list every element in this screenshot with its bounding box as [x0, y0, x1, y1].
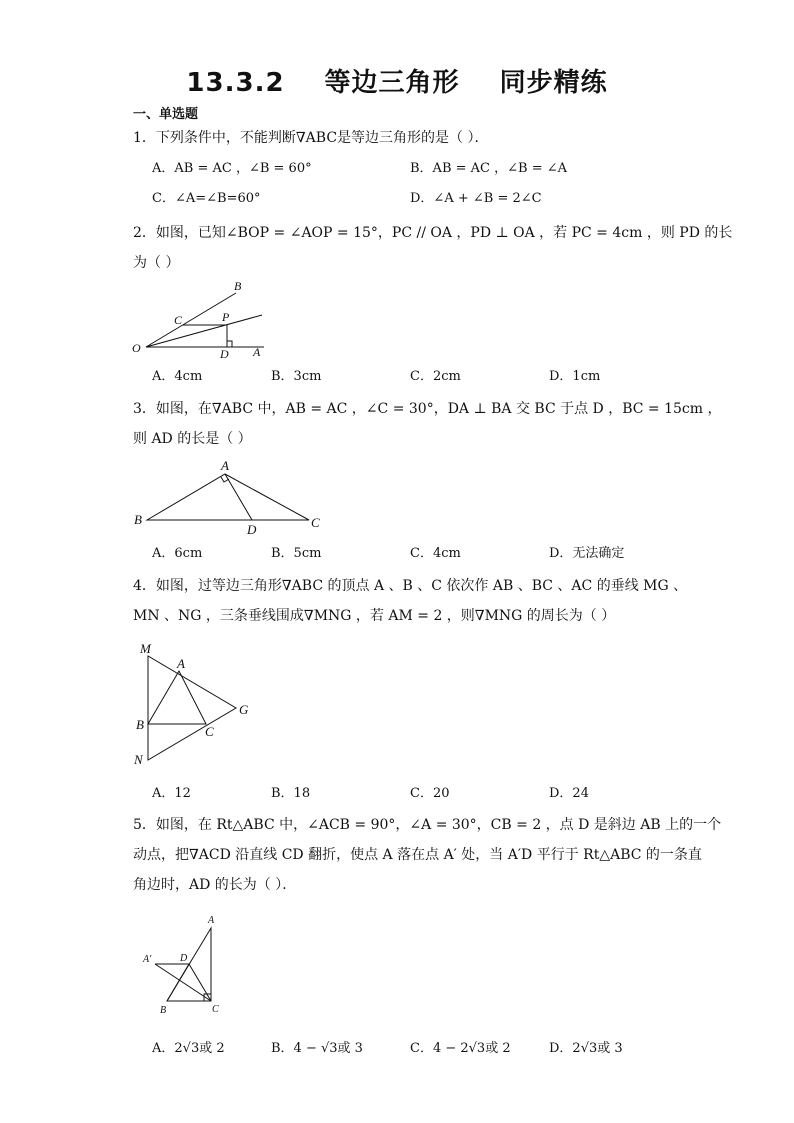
- q2-label-c: C: [174, 313, 183, 327]
- q5-option-a[interactable]: A．2√3或 2: [152, 1041, 225, 1056]
- q4-label-b: B: [136, 717, 144, 732]
- q3-label-b: B: [134, 512, 142, 527]
- q5-segment-a1c: [155, 964, 211, 1001]
- q2-label-o: O: [132, 341, 141, 355]
- q2-label-b: B: [234, 279, 242, 293]
- q2-option-c[interactable]: C．2cm: [410, 369, 461, 384]
- section-heading: 一、单选题: [133, 107, 199, 122]
- q5-stem-line2: 动点，把∇ACD 沿直线 CD 翻折，使点 A 落在点 A′ 处，当 A′D 平行于 Rt△ABC 的一条直: [133, 847, 702, 863]
- q5-triangle-abc: [167, 928, 211, 1001]
- q4-label-g: G: [239, 702, 249, 717]
- q2-ray-ob: [146, 293, 236, 347]
- q5-label-d: D: [180, 953, 188, 964]
- q4-option-c[interactable]: C．20: [410, 786, 450, 801]
- q4-triangle-abc: [148, 671, 206, 724]
- q2-ray-op: [146, 315, 262, 347]
- title-suffix: 同步精练: [499, 68, 608, 98]
- q4-label-a: A: [177, 656, 185, 671]
- q4-label-m: M: [140, 641, 151, 656]
- q2-label-d: D: [220, 347, 229, 361]
- q1-option-c[interactable]: C．∠A=∠B=60°: [152, 191, 261, 206]
- page-title: [0, 62, 794, 99]
- q5-segment-cd: [189, 964, 211, 1001]
- q2-stem-line1: 2．如图，已知∠BOP = ∠AOP = 15°，PC // OA ，PD ⊥ OA ，若 PC = 4cm ，则 PD 的长: [133, 225, 733, 241]
- q5-stem-line3: 角边时，AD 的长为（ ）．: [133, 877, 297, 893]
- q1-option-b[interactable]: B．AB = AC ，∠B = ∠A: [410, 161, 568, 176]
- q1-option-a[interactable]: A．AB = AC ，∠B = 60°: [152, 161, 312, 176]
- q3-option-c[interactable]: C．4cm: [410, 546, 461, 561]
- title-topic: 等边三角形: [324, 68, 460, 98]
- title-number: 13.3.2: [186, 68, 285, 98]
- q4-option-b[interactable]: B．18: [271, 786, 311, 801]
- q5-label-a: A: [208, 915, 215, 926]
- q3-label-d: D: [247, 522, 257, 537]
- q3-option-a[interactable]: A．6cm: [152, 546, 203, 561]
- q2-option-a[interactable]: A．4cm: [152, 369, 203, 384]
- q3-label-c: C: [311, 515, 320, 530]
- q4-option-a[interactable]: A．12: [152, 786, 191, 801]
- q3-stem-line2: 则 AD 的长是（ ）: [133, 431, 252, 447]
- q5-stem-line1: 5．如图，在 Rt△ABC 中，∠ACB = 90°，∠A = 30°，CB = 2 ，点 D 是斜边 AB 上的一个: [133, 817, 722, 833]
- q4-triangle-mng: [148, 656, 236, 760]
- q4-option-d[interactable]: D．24: [549, 786, 589, 801]
- q5-option-b[interactable]: B．4 − √3或 3: [271, 1041, 363, 1056]
- q2-right-angle-mark: [227, 341, 232, 347]
- q5-option-c[interactable]: C．4 − 2√3或 2: [410, 1041, 511, 1056]
- q2-label-a: A: [253, 345, 261, 359]
- q4-label-n: N: [134, 752, 143, 767]
- q3-right-angle-mark: [221, 477, 229, 482]
- q3-option-b[interactable]: B．5cm: [271, 546, 322, 561]
- q4-stem-line2: MN 、NG ，三条垂线围成∇MNG ，若 AM = 2 ，则∇MNG 的周长为（ ）: [133, 608, 616, 624]
- q2-option-d[interactable]: D．1cm: [549, 369, 601, 384]
- q4-label-c: C: [205, 724, 214, 739]
- q1-stem: 1．下列条件中，不能判断∇ABC是等边三角形的是（ ）．: [133, 130, 489, 146]
- q1-option-d[interactable]: D．∠A + ∠B = 2∠C: [410, 191, 542, 206]
- q2-stem-line2: 为（ ）: [133, 255, 180, 271]
- q3-triangle-abc: [147, 474, 309, 520]
- q5-right-angle-mark: [204, 994, 211, 1001]
- q3-segment-ad: [225, 474, 252, 520]
- q3-option-d[interactable]: D．无法确定: [549, 546, 625, 561]
- q2-option-b[interactable]: B．3cm: [271, 369, 322, 384]
- q5-label-b: B: [160, 1005, 167, 1016]
- q3-label-a: A: [221, 458, 229, 473]
- q5-option-d[interactable]: D．2√3或 3: [549, 1041, 623, 1056]
- q4-stem-line1: 4．如图，过等边三角形∇ABC 的顶点 A 、B 、C 依次作 AB 、BC 、AC 的垂线 MG 、: [133, 578, 688, 594]
- q3-stem-line1: 3．如图，在∇ABC 中，AB = AC ，∠C = 30°，DA ⊥ BA 交 BC 于点 D ，BC = 15cm ，: [133, 401, 722, 417]
- q5-label-a-prime: A′: [143, 954, 152, 965]
- q5-label-c: C: [212, 1004, 219, 1015]
- q5-segment-db: [167, 964, 189, 1001]
- q2-label-p: P: [222, 310, 230, 324]
